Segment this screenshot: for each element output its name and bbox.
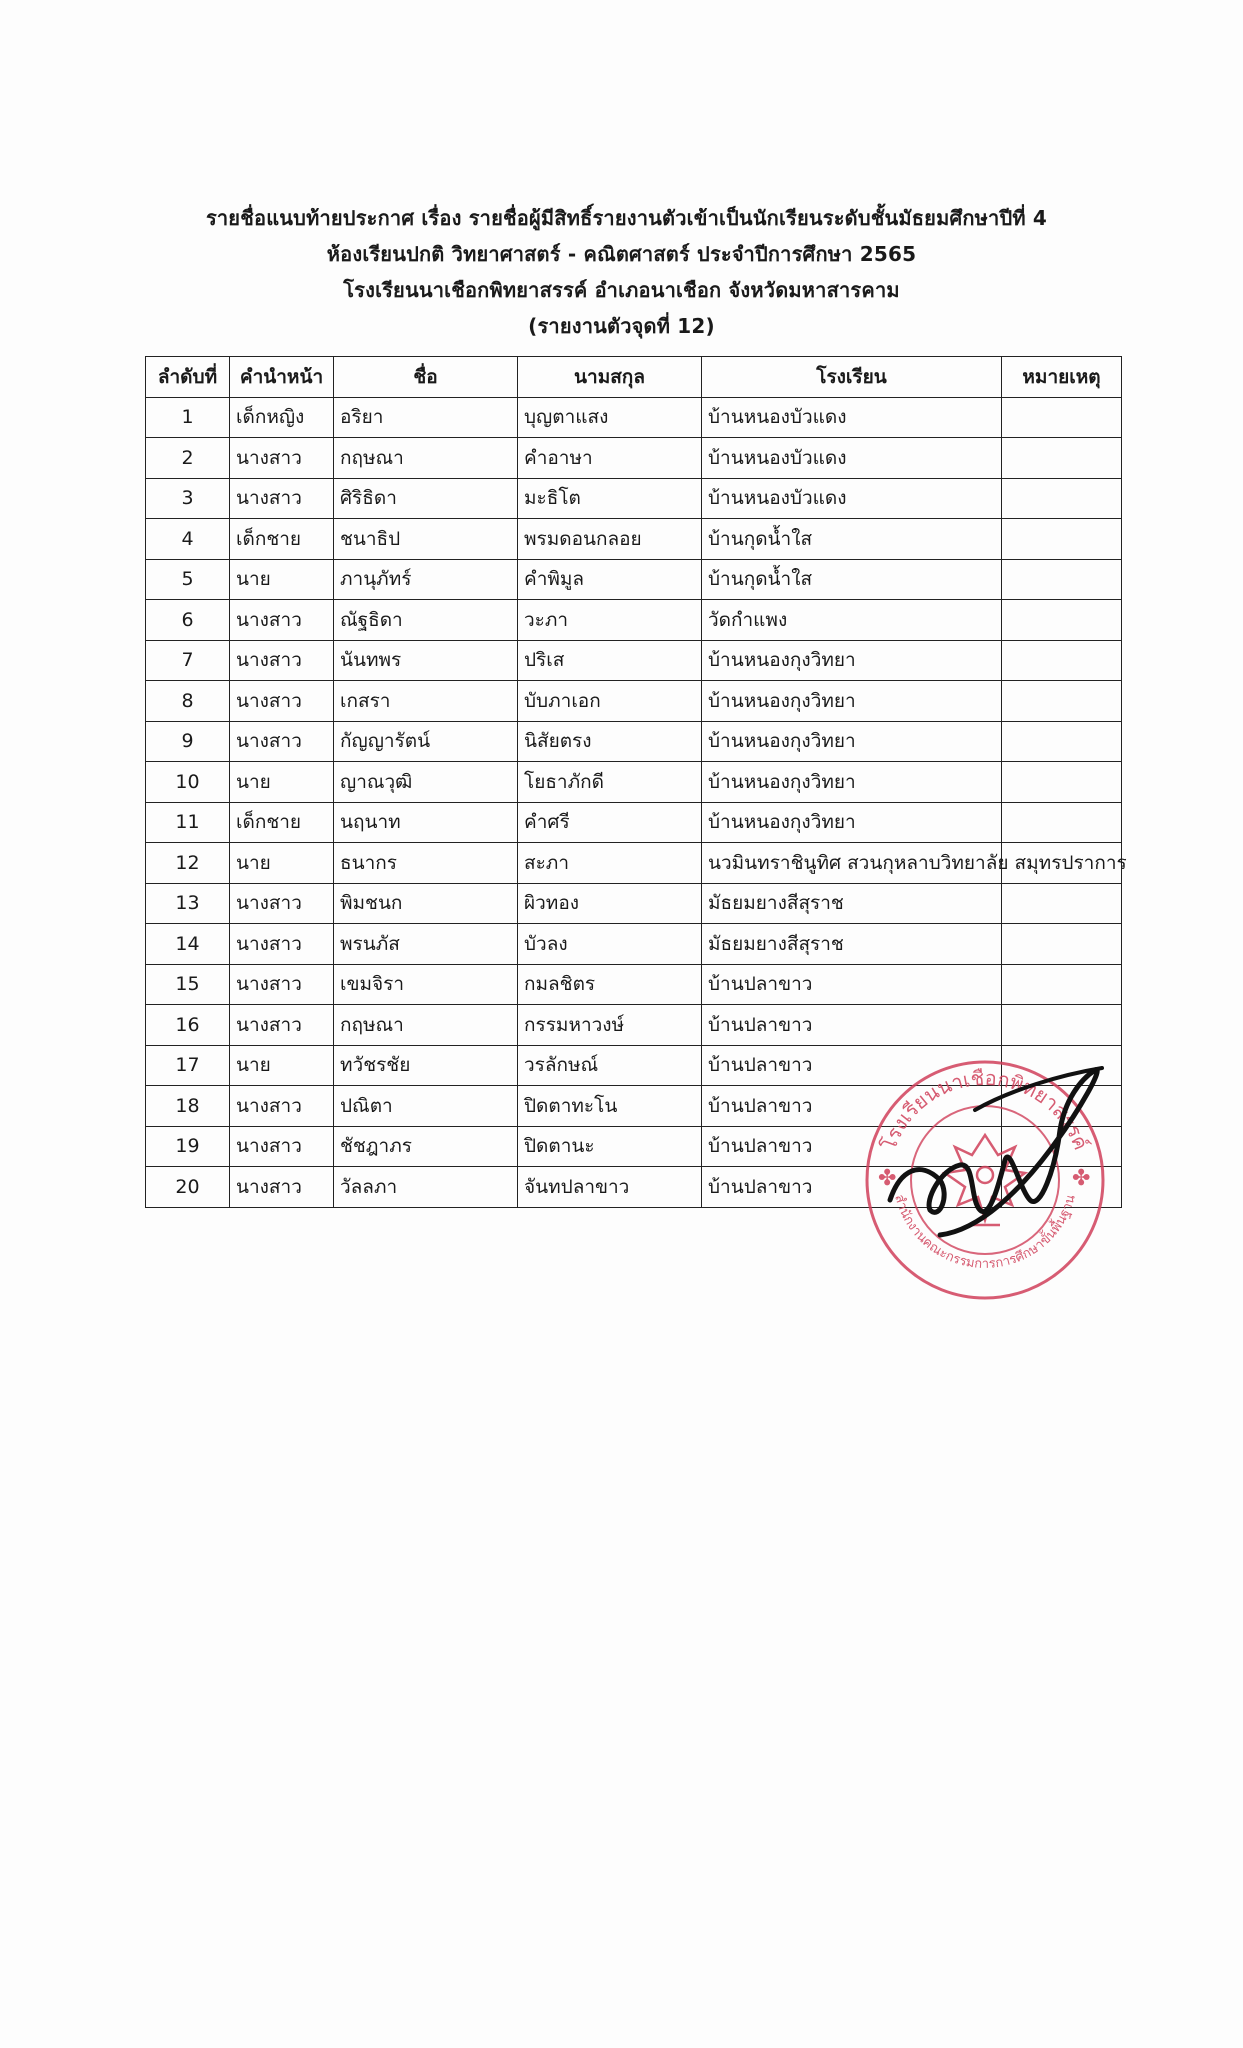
cell-last-name: มะธิโต bbox=[518, 478, 702, 519]
cell-number: 14 bbox=[146, 924, 230, 965]
cell-first-name: กฤษณา bbox=[334, 438, 518, 479]
cell-first-name: อริยา bbox=[334, 397, 518, 438]
cell-first-name: ปณิตา bbox=[334, 1086, 518, 1127]
cell-last-name: ปิดตาทะโน bbox=[518, 1086, 702, 1127]
cell-prefix: นาย bbox=[230, 559, 334, 600]
cell-school: บ้านปลาขาว bbox=[702, 964, 1002, 1005]
cell-last-name: นิสัยตรง bbox=[518, 721, 702, 762]
cell-number: 3 bbox=[146, 478, 230, 519]
cell-prefix: นางสาว bbox=[230, 924, 334, 965]
cell-number: 18 bbox=[146, 1086, 230, 1127]
cell-number: 19 bbox=[146, 1126, 230, 1167]
cell-number: 20 bbox=[146, 1167, 230, 1208]
cell-number: 1 bbox=[146, 397, 230, 438]
seal-top-text: โรงเรียนนาเชือกพิทยาสรรค์ bbox=[876, 1065, 1094, 1154]
cell-first-name: เขมจิรา bbox=[334, 964, 518, 1005]
cell-first-name: ทวัชรชัย bbox=[334, 1045, 518, 1086]
table-row bbox=[146, 721, 1122, 762]
cell-number: 12 bbox=[146, 843, 230, 884]
cell-note bbox=[1002, 924, 1122, 965]
cell-school: บ้านหนองบัวแดง bbox=[702, 438, 1002, 479]
cell-last-name: วะภา bbox=[518, 600, 702, 641]
seal-bottom-text: สำนักงานคณะกรรมการการศึกษาขั้นพื้นฐาน bbox=[891, 1192, 1079, 1272]
cell-school: บ้านหนองบัวแดง bbox=[702, 478, 1002, 519]
table-row bbox=[146, 478, 1122, 519]
cell-school: บ้านปลาขาว bbox=[702, 1045, 1002, 1086]
cell-school: บ้านหนองกุงวิทยา bbox=[702, 681, 1002, 722]
cell-first-name: ธนากร bbox=[334, 843, 518, 884]
cell-last-name: กรรมหาวงษ์ bbox=[518, 1005, 702, 1046]
cell-note bbox=[1002, 559, 1122, 600]
cell-note bbox=[1002, 397, 1122, 438]
cell-school: บ้านปลาขาว bbox=[702, 1086, 1002, 1127]
cell-first-name: ชนาธิป bbox=[334, 519, 518, 560]
cell-last-name: บับภาเอก bbox=[518, 681, 702, 722]
cell-prefix: เด็กชาย bbox=[230, 802, 334, 843]
cell-note bbox=[1002, 681, 1122, 722]
cell-number: 4 bbox=[146, 519, 230, 560]
cell-number: 15 bbox=[146, 964, 230, 1005]
handwritten-signature bbox=[880, 1050, 1110, 1250]
cell-number: 7 bbox=[146, 640, 230, 681]
cell-note bbox=[1002, 640, 1122, 681]
cell-prefix: นางสาว bbox=[230, 721, 334, 762]
table-row bbox=[146, 762, 1122, 803]
cell-last-name: จันทปลาขาว bbox=[518, 1167, 702, 1208]
cell-first-name: ณัฐธิดา bbox=[334, 600, 518, 641]
cell-number: 9 bbox=[146, 721, 230, 762]
column-header-number: ลำดับที่ bbox=[146, 357, 230, 398]
table-row bbox=[146, 843, 1122, 884]
cell-prefix: นางสาว bbox=[230, 883, 334, 924]
header-line-4: (รายงานตัวจุดที่ 12) bbox=[528, 314, 715, 338]
cell-last-name: ผิวทอง bbox=[518, 883, 702, 924]
cell-last-name: คำศรี bbox=[518, 802, 702, 843]
column-header-prefix: คำนำหน้า bbox=[230, 357, 334, 398]
cell-last-name: สะภา bbox=[518, 843, 702, 884]
cell-note bbox=[1002, 802, 1122, 843]
table-row bbox=[146, 640, 1122, 681]
cell-note bbox=[1002, 438, 1122, 479]
cell-prefix: นางสาว bbox=[230, 1126, 334, 1167]
cell-prefix: นางสาว bbox=[230, 1167, 334, 1208]
document-header bbox=[0, 200, 1243, 344]
table-row bbox=[146, 924, 1122, 965]
table-row bbox=[146, 802, 1122, 843]
cell-first-name: ศิริธิดา bbox=[334, 478, 518, 519]
cell-number: 11 bbox=[146, 802, 230, 843]
table-row bbox=[146, 681, 1122, 722]
cell-last-name: บุญตาแสง bbox=[518, 397, 702, 438]
cell-first-name: ญาณวุฒิ bbox=[334, 762, 518, 803]
cell-first-name: ภานุภัทร์ bbox=[334, 559, 518, 600]
cell-prefix: นาย bbox=[230, 1045, 334, 1086]
table-row bbox=[146, 397, 1122, 438]
cell-prefix: นาย bbox=[230, 843, 334, 884]
cell-first-name: พิมชนก bbox=[334, 883, 518, 924]
cell-number: 16 bbox=[146, 1005, 230, 1046]
cell-last-name: วรลักษณ์ bbox=[518, 1045, 702, 1086]
cell-last-name: โยธาภักดี bbox=[518, 762, 702, 803]
cell-last-name: คำอาษา bbox=[518, 438, 702, 479]
cell-school: บ้านปลาขาว bbox=[702, 1126, 1002, 1167]
cell-prefix: นางสาว bbox=[230, 964, 334, 1005]
cell-first-name: นันทพร bbox=[334, 640, 518, 681]
cell-last-name: คำพิมูล bbox=[518, 559, 702, 600]
cell-prefix: นางสาว bbox=[230, 438, 334, 479]
cell-first-name: ชัชฎาภร bbox=[334, 1126, 518, 1167]
cell-note bbox=[1002, 600, 1122, 641]
cell-last-name: ปิดตานะ bbox=[518, 1126, 702, 1167]
cell-prefix: นางสาว bbox=[230, 681, 334, 722]
cell-school: บ้านกุดน้ำใส bbox=[702, 559, 1002, 600]
cell-school: มัธยมยางสีสุราช bbox=[702, 924, 1002, 965]
cell-last-name: ปริเส bbox=[518, 640, 702, 681]
cell-school: บ้านหนองบัวแดง bbox=[702, 397, 1002, 438]
svg-text:✤: ✤ bbox=[878, 1166, 897, 1191]
header-line-3: โรงเรียนนาเชือกพิทยาสรรค์ อำเภอนาเชือก จังหวัดมหาสารคาม bbox=[343, 278, 900, 302]
cell-school: บ้านปลาขาว bbox=[702, 1005, 1002, 1046]
cell-number: 5 bbox=[146, 559, 230, 600]
cell-note bbox=[1002, 762, 1122, 803]
cell-note bbox=[1002, 478, 1122, 519]
cell-school: บ้านหนองกุงวิทยา bbox=[702, 762, 1002, 803]
header-line-1: รายชื่อแนบท้ายประกาศ เรื่อง รายชื่อผู้มีสิทธิ์รายงานตัวเข้าเป็นนักเรียนระดับชั้นมัธยมศึกษาปีที่ 4 bbox=[205, 206, 1048, 230]
column-header-first-name: ชื่อ bbox=[334, 357, 518, 398]
cell-prefix: เด็กหญิง bbox=[230, 397, 334, 438]
cell-school: มัธยมยางสีสุราช bbox=[702, 883, 1002, 924]
table-header-row bbox=[146, 357, 1122, 398]
cell-last-name: บัวลง bbox=[518, 924, 702, 965]
header-line-2: ห้องเรียนปกติ วิทยาศาสตร์ - คณิตศาสตร์ ประจำปีการศึกษา 2565 bbox=[326, 242, 917, 266]
cell-school: บ้านหนองกุงวิทยา bbox=[702, 802, 1002, 843]
cell-first-name: กฤษณา bbox=[334, 1005, 518, 1046]
cell-note bbox=[1002, 721, 1122, 762]
cell-school: วัดกำแพง bbox=[702, 600, 1002, 641]
column-header-school: โรงเรียน bbox=[702, 357, 1002, 398]
cell-last-name: พรมดอนกลอย bbox=[518, 519, 702, 560]
svg-text:✤: ✤ bbox=[1072, 1166, 1091, 1191]
cell-number: 6 bbox=[146, 600, 230, 641]
cell-school: บ้านหนองกุงวิทยา bbox=[702, 721, 1002, 762]
cell-first-name: กัญญารัตน์ bbox=[334, 721, 518, 762]
cell-school: นวมินทราชินูทิศ สวนกุหลาบวิทยาลัย สมุทรปราการ bbox=[702, 843, 1002, 884]
cell-prefix: นาย bbox=[230, 762, 334, 803]
cell-school: บ้านกุดน้ำใส bbox=[702, 519, 1002, 560]
table-row bbox=[146, 600, 1122, 641]
cell-first-name: พรนภัส bbox=[334, 924, 518, 965]
cell-first-name: นฤนาท bbox=[334, 802, 518, 843]
column-header-note: หมายเหตุ bbox=[1002, 357, 1122, 398]
column-header-last-name: นามสกุล bbox=[518, 357, 702, 398]
cell-number: 10 bbox=[146, 762, 230, 803]
table-row bbox=[146, 964, 1122, 1005]
table-row bbox=[146, 519, 1122, 560]
cell-prefix: นางสาว bbox=[230, 640, 334, 681]
table-row bbox=[146, 559, 1122, 600]
table-row bbox=[146, 1005, 1122, 1046]
cell-school: บ้านปลาขาว bbox=[702, 1167, 1002, 1208]
cell-prefix: นางสาว bbox=[230, 600, 334, 641]
cell-note bbox=[1002, 1005, 1122, 1046]
cell-prefix: นางสาว bbox=[230, 1086, 334, 1127]
cell-prefix: เด็กชาย bbox=[230, 519, 334, 560]
cell-note bbox=[1002, 964, 1122, 1005]
table-row bbox=[146, 883, 1122, 924]
table-row bbox=[146, 438, 1122, 479]
cell-first-name: วัลลภา bbox=[334, 1167, 518, 1208]
cell-last-name: กมลชิตร bbox=[518, 964, 702, 1005]
cell-prefix: นางสาว bbox=[230, 1005, 334, 1046]
cell-note bbox=[1002, 883, 1122, 924]
cell-school: บ้านหนองกุงวิทยา bbox=[702, 640, 1002, 681]
cell-number: 2 bbox=[146, 438, 230, 479]
cell-number: 17 bbox=[146, 1045, 230, 1086]
cell-number: 8 bbox=[146, 681, 230, 722]
cell-first-name: เกสรา bbox=[334, 681, 518, 722]
cell-prefix: นางสาว bbox=[230, 478, 334, 519]
cell-note bbox=[1002, 519, 1122, 560]
cell-number: 13 bbox=[146, 883, 230, 924]
